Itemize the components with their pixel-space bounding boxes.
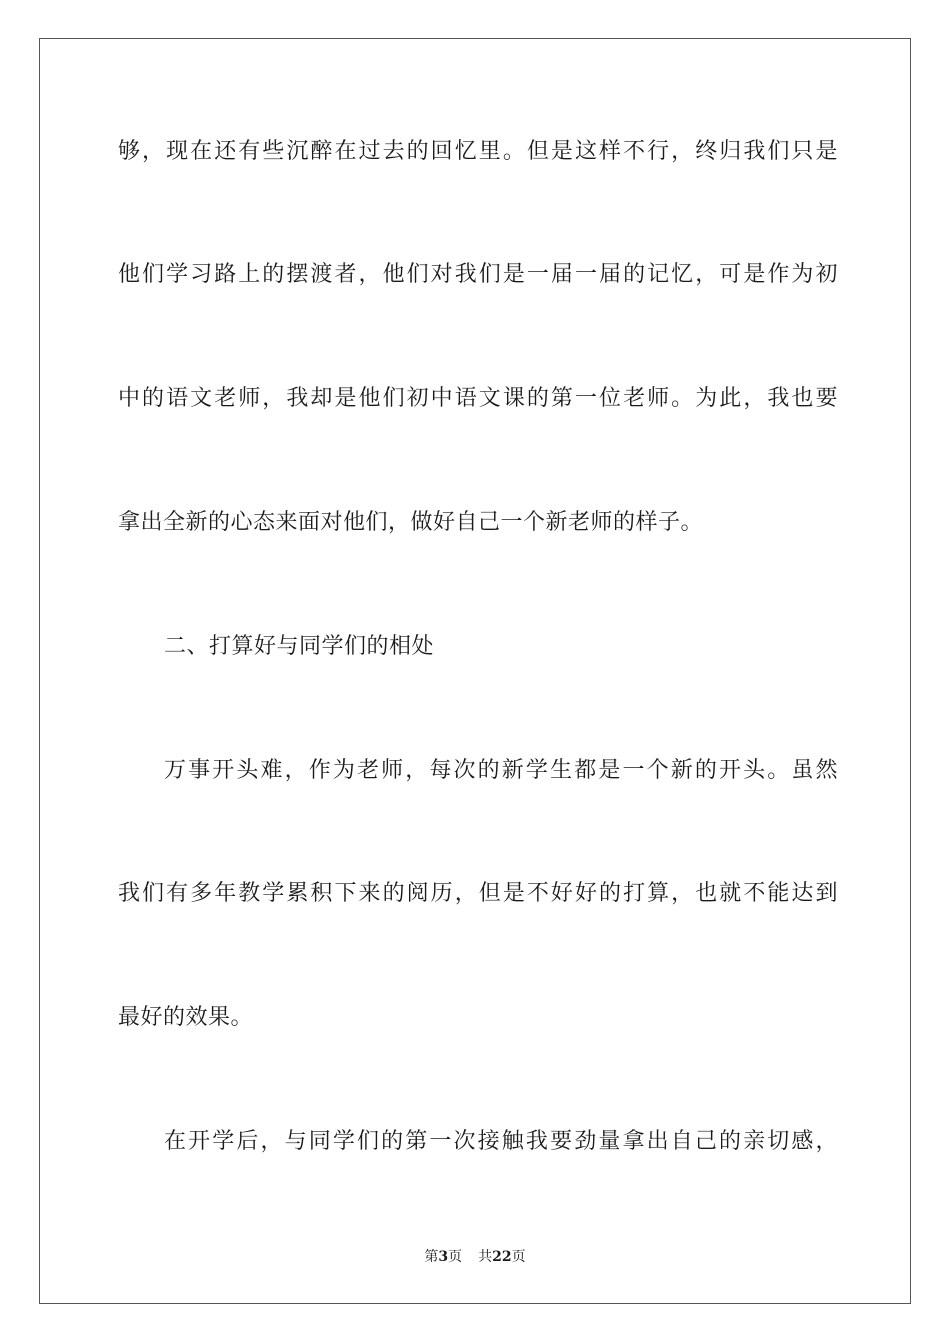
page-prefix: 第: [424, 1249, 439, 1265]
page-footer: [0, 1248, 950, 1266]
total-prefix: 共: [478, 1249, 493, 1265]
page-suffix: 页: [448, 1249, 463, 1265]
body-line-5: 万事开头难，作为老师，每次的新学生都是一个新的开头。虽然: [164, 758, 838, 783]
body-line-8: 在开学后，与同学们的第一次接触我要劲量拿出自己的亲切感，: [164, 1129, 838, 1154]
body-line-1: 够，现在还有些沉醉在过去的回忆里。但是这样不行，终归我们只是: [118, 139, 838, 164]
page-border: [39, 38, 911, 1304]
page-number: 3: [438, 1249, 449, 1265]
total-pages: 22: [492, 1249, 512, 1265]
body-line-7: 最好的效果。: [118, 1005, 254, 1030]
total-suffix: 页: [511, 1249, 526, 1265]
body-line-3: 中的语文老师，我却是他们初中语文课的第一位老师。为此，我也要: [118, 386, 838, 411]
section-heading: 二、打算好与同学们的相处: [164, 634, 435, 659]
body-line-4: 拿出全新的心态来面对他们，做好自己一个新老师的样子。: [118, 510, 704, 535]
body-line-2: 他们学习路上的摆渡者，他们对我们是一届一届的记忆，可是作为初: [118, 262, 838, 287]
body-line-6: 我们有多年教学累积下来的阅历，但是不好好的打算，也就不能达到: [118, 881, 838, 906]
